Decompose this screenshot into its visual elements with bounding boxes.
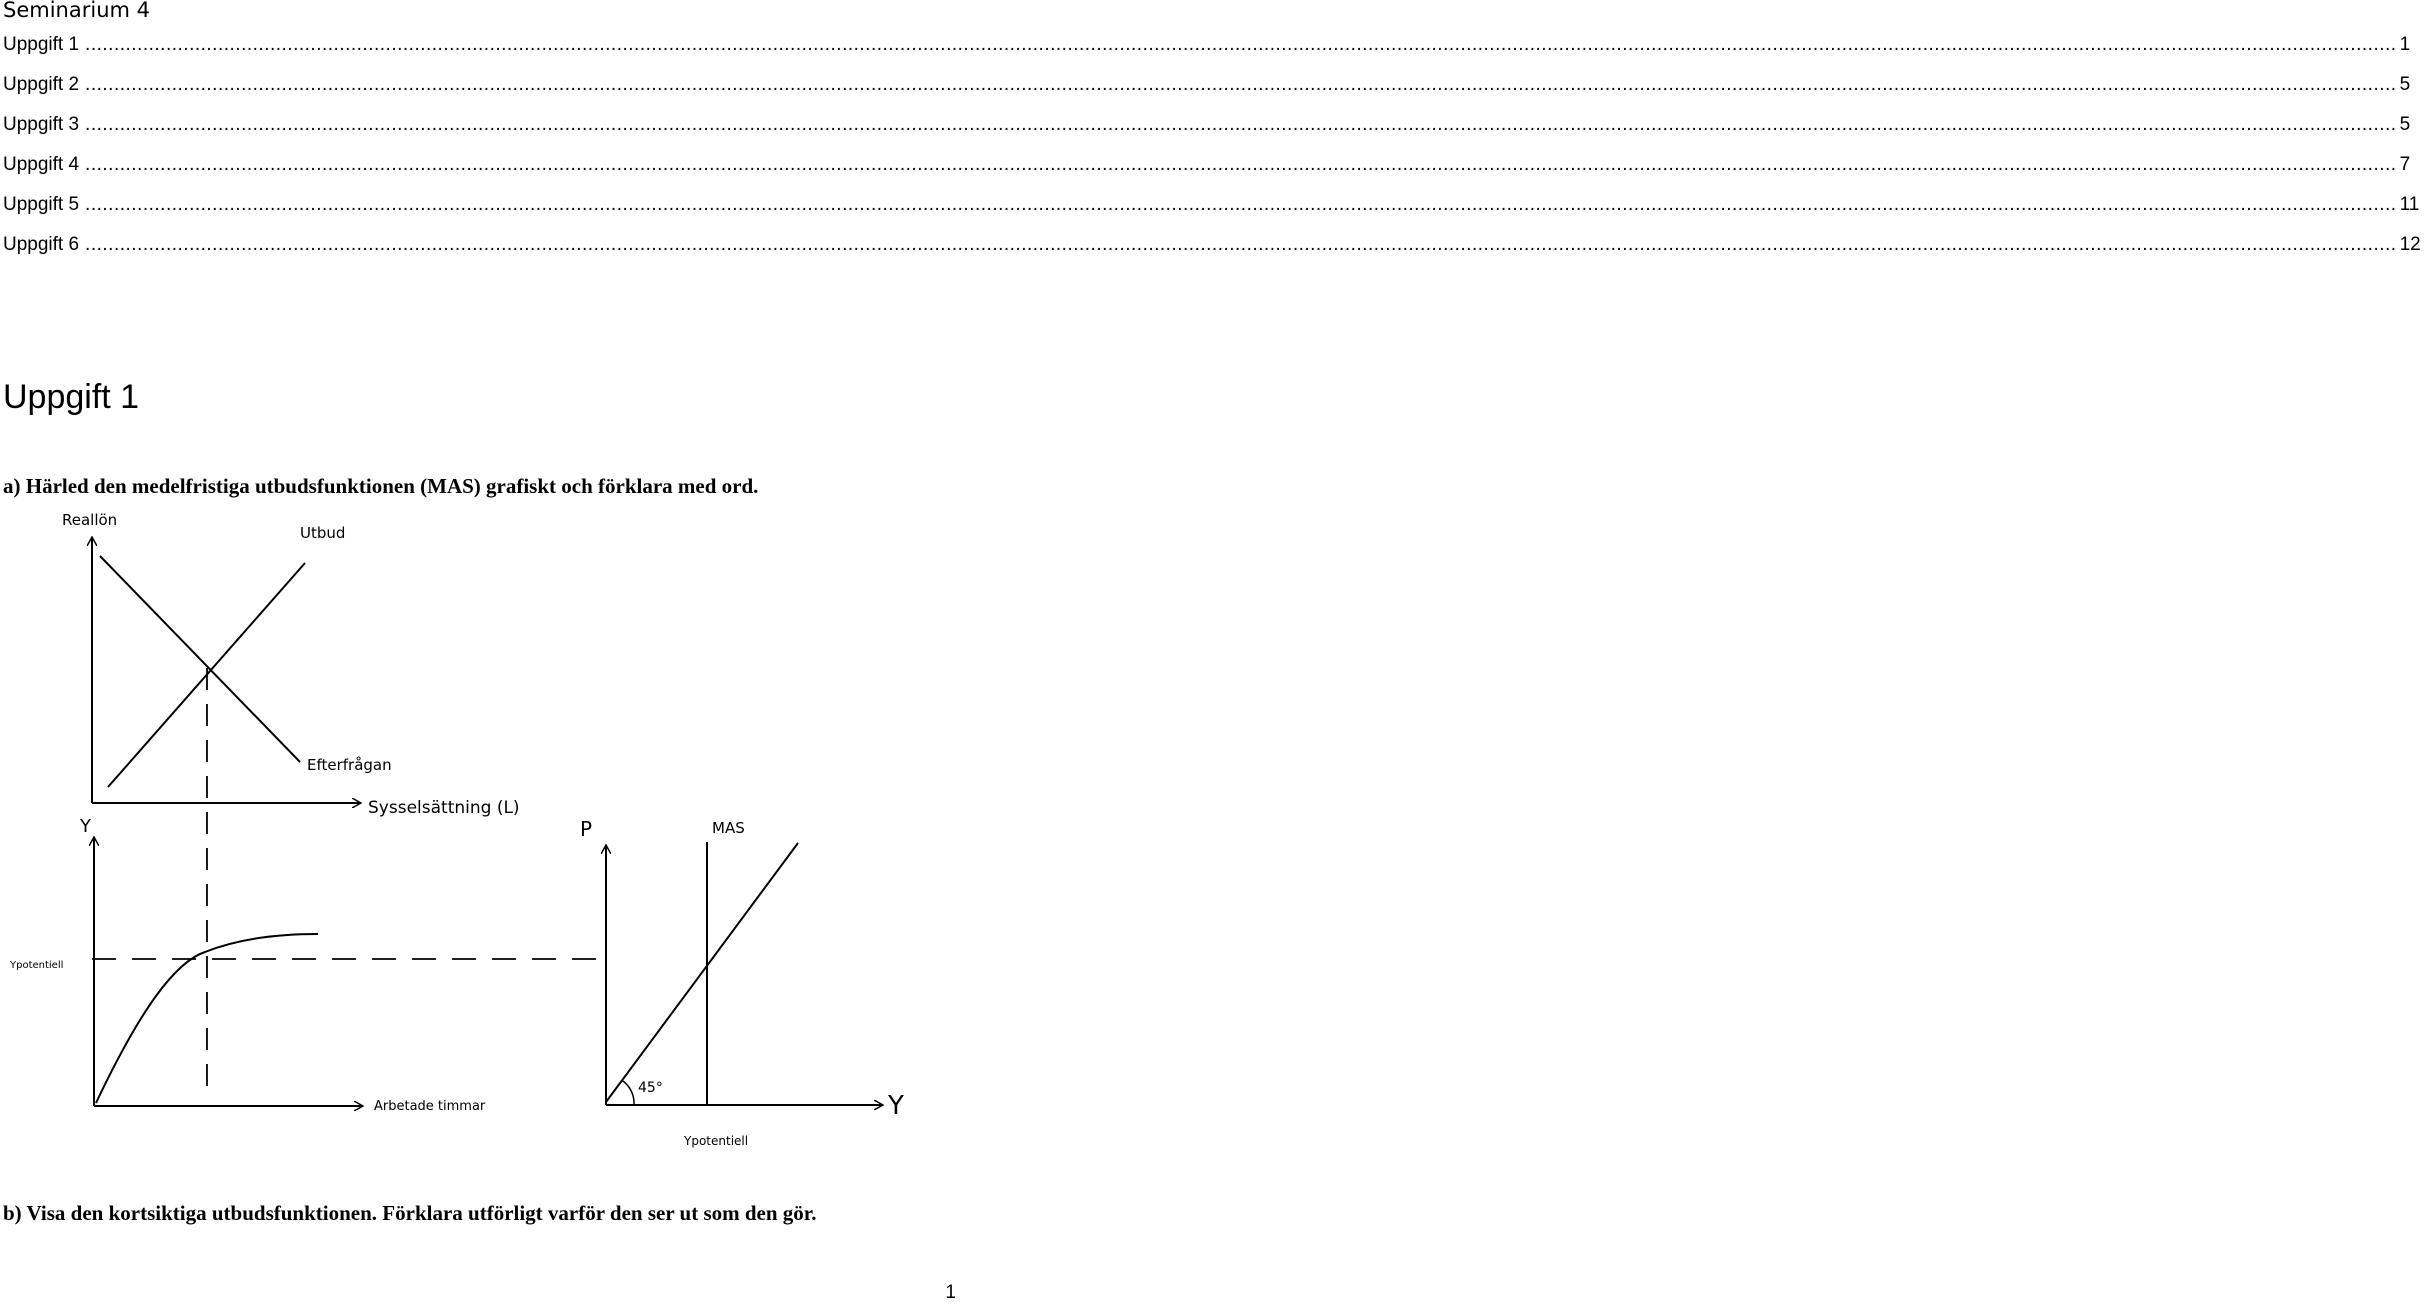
toc-entry-page: 5 — [2399, 114, 2411, 135]
label-sysselsattning: Sysselsättning (L) — [368, 798, 520, 818]
label-y-potentiell: Ypotentiell — [10, 960, 64, 971]
label-reallon: Reallön — [62, 511, 118, 529]
label-y-potentiell-right: Ypotentiell — [684, 1134, 749, 1148]
label-mas: MAS — [712, 819, 745, 837]
toc-entry-label: Uppgift 4 — [3, 154, 80, 175]
label-45-degrees: 45° — [638, 1080, 663, 1096]
toc-entry-page: 7 — [2399, 154, 2411, 175]
demand-curve — [100, 556, 300, 762]
toc-entry-page: 5 — [2399, 74, 2411, 95]
label-y-axis-right: Y — [888, 1091, 904, 1121]
45-degree-line — [606, 843, 798, 1102]
toc-dot-leader: ................................................................................................................................................................................................................................................................................................................................................................................................................ — [85, 234, 2397, 255]
label-arbetade-timmar: Arbetade timmar — [374, 1099, 486, 1114]
toc-entry-label: Uppgift 6 — [3, 234, 80, 255]
toc-entry-label: Uppgift 2 — [3, 74, 80, 95]
page-number: 1 — [945, 1282, 956, 1303]
toc-entry-label: Uppgift 5 — [3, 194, 80, 215]
toc-dot-leader: ................................................................................................................................................................................................................................................................................................................................................................................................................ — [85, 114, 2397, 135]
toc-entry-page: 1 — [2399, 34, 2411, 55]
toc-entry-page: 11 — [2399, 194, 2420, 215]
toc-entry-label: Uppgift 3 — [3, 114, 80, 135]
toc-dot-leader: ................................................................................................................................................................................................................................................................................................................................................................................................................ — [85, 74, 2397, 95]
label-y-axis: Y — [80, 816, 91, 837]
label-efterfragan: Efterfrågan — [307, 756, 392, 774]
toc-dot-leader: ................................................................................................................................................................................................................................................................................................................................................................................................................ — [85, 154, 2397, 175]
angle-arc — [623, 1081, 634, 1105]
hand-drawn-diagram — [0, 0, 960, 1314]
document-title: Seminarium 4 — [3, 0, 150, 22]
section-heading: Uppgift 1 — [3, 378, 140, 416]
toc-dot-leader: ................................................................................................................................................................................................................................................................................................................................................................................................................ — [85, 34, 2397, 55]
toc-entry-label: Uppgift 1 — [3, 34, 80, 55]
label-p-axis: P — [580, 817, 593, 841]
toc-entry-page: 12 — [2399, 234, 2421, 255]
question-a: a) Härled den medelfristiga utbudsfunktionen (MAS) grafiskt och förklara med ord. — [3, 474, 759, 498]
label-utbud: Utbud — [300, 524, 346, 542]
question-b: b) Visa den kortsiktiga utbudsfunktionen. Förklara utförligt varför den ser ut som den gör. — [3, 1201, 817, 1225]
toc-dot-leader: ................................................................................................................................................................................................................................................................................................................................................................................................................ — [85, 194, 2397, 215]
